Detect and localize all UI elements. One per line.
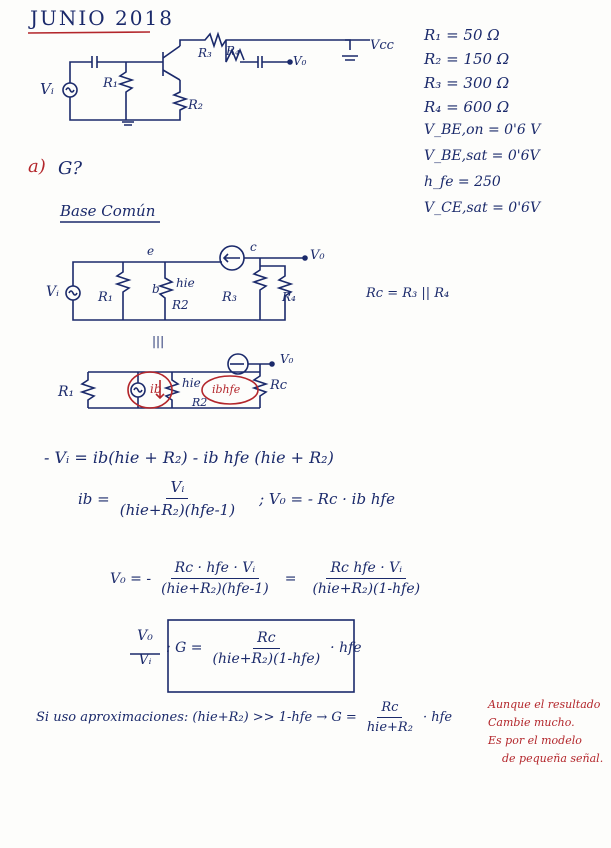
eq3-numerator-2: Rc hfe · Vᵢ [326, 560, 406, 579]
equation-1: - Vᵢ = ib(hie + R₂) - ib hfe (hie + R₂) [44, 448, 334, 467]
c2-r2-label: R2 [172, 298, 189, 312]
c1-r1-label: R₁ [103, 76, 118, 91]
c3-r2-label: R2 [192, 396, 208, 409]
eq4-tail: · hfe [330, 640, 362, 656]
eq3-denominator-2: (hie+R₂)(1-hfe) [312, 581, 421, 597]
param-hfe: h_fe = 250 [424, 174, 501, 190]
note-line-2: Cambie mucho. [488, 716, 575, 729]
eq2-fraction [116, 478, 239, 519]
param-r2: R₂ = 150 Ω [424, 50, 510, 68]
eq2-rhs: ; V₀ = - Rc · ib hfe [259, 489, 395, 508]
eq4-lhs-denominator: Vᵢ [138, 652, 152, 668]
param-vce-sat: V_CE,sat = 0'6V [424, 200, 541, 216]
eq3-fraction-2 [308, 560, 424, 597]
param-r1: R₁ = 50 Ω [424, 26, 500, 44]
c3-r1-label: R₁ [58, 384, 75, 400]
c1-vo-label: V₀ [293, 54, 307, 68]
c1-r3-label: R₃ [198, 46, 212, 60]
c1-r4-label: R₄ [226, 44, 240, 58]
c3-ib-label: ib [150, 382, 162, 396]
circuit-3 [82, 354, 274, 408]
c2-c-label: c [250, 240, 257, 254]
section-a-question: G? [58, 158, 83, 179]
rc-definition: Rc = R₃ || R₄ [366, 286, 450, 301]
equation-2 [78, 478, 395, 519]
eq4-fraction [209, 630, 325, 667]
eq5-text: Si uso aproximaciones: (hie+R₂) >> 1-hfe → G = [36, 710, 357, 725]
eq4-vo-vi [130, 628, 160, 668]
eq4-g: : G = [166, 640, 203, 656]
eq4-numerator: Rc [253, 630, 279, 649]
c2-r4-label: R₄ [282, 290, 296, 304]
c2-b-label: b [152, 282, 160, 296]
note-line-4: de pequeña señal. [502, 752, 604, 765]
eq3-equals: = [284, 570, 297, 587]
base-comun-heading: Base Común [60, 202, 156, 220]
eq3-lhs: V₀ = - [110, 570, 152, 587]
eq2-denominator: (hie+R₂)(hfe-1) [119, 501, 236, 519]
eq5-denominator: hie+R₂ [366, 720, 413, 735]
c3-vo-label: V₀ [280, 352, 294, 366]
note-line-1: Aunque el resultado [488, 698, 601, 711]
eq4-lhs-numerator: V₀ [137, 628, 153, 644]
param-r4: R₄ = 600 Ω [424, 98, 510, 116]
eq5-numerator: Rc [377, 700, 402, 718]
eq3-denominator-1: (hie+R₂)(hfe-1) [161, 581, 269, 597]
eq2-lhs: ib = [78, 489, 110, 508]
equation-5 [36, 700, 452, 735]
param-vbe-sat: V_BE,sat = 0'6V [424, 148, 540, 164]
c1-vi-label: Vᵢ [40, 80, 54, 98]
eq3-fraction-1 [157, 560, 273, 597]
c2-hie-label: hie [176, 276, 195, 290]
c3-rc-label: Rc [270, 378, 288, 393]
eq4-denominator: (hie+R₂)(1-hfe) [212, 650, 321, 667]
c2-r1-label: R₁ [98, 290, 113, 305]
equation-3 [110, 560, 424, 597]
c3-hie-label: hie [182, 376, 201, 390]
eq5-tail: · hfe [422, 710, 453, 725]
c2-vo-label: V₀ [310, 248, 325, 263]
c2-r3-label: R₃ [222, 290, 237, 305]
equation-4 [130, 628, 362, 668]
parameter-list [424, 26, 604, 226]
eq5-fraction [363, 700, 417, 735]
c3-ibhfe-label: ibhfe [212, 383, 241, 396]
page-title: JUNIO 2018 [30, 6, 174, 30]
c2-vi-label: Vᵢ [46, 284, 59, 300]
section-a-label: a) [28, 156, 46, 177]
note-line-3: Es por el modelo [488, 734, 582, 747]
c2-e-label: e [147, 244, 155, 258]
c1-vcc-label: Vcc [370, 38, 394, 53]
equivalence-mark: ||| [152, 334, 165, 348]
eq2-numerator: Vᵢ [166, 478, 188, 499]
side-note [488, 698, 610, 770]
c1-r2-label: R₂ [188, 98, 203, 113]
eq3-numerator-1: Rc · hfe · Vᵢ [171, 560, 260, 579]
param-r3: R₃ = 300 Ω [424, 74, 510, 92]
param-vbe-on: V_BE,on = 0'6 V [424, 122, 541, 138]
title-underline [28, 32, 150, 33]
